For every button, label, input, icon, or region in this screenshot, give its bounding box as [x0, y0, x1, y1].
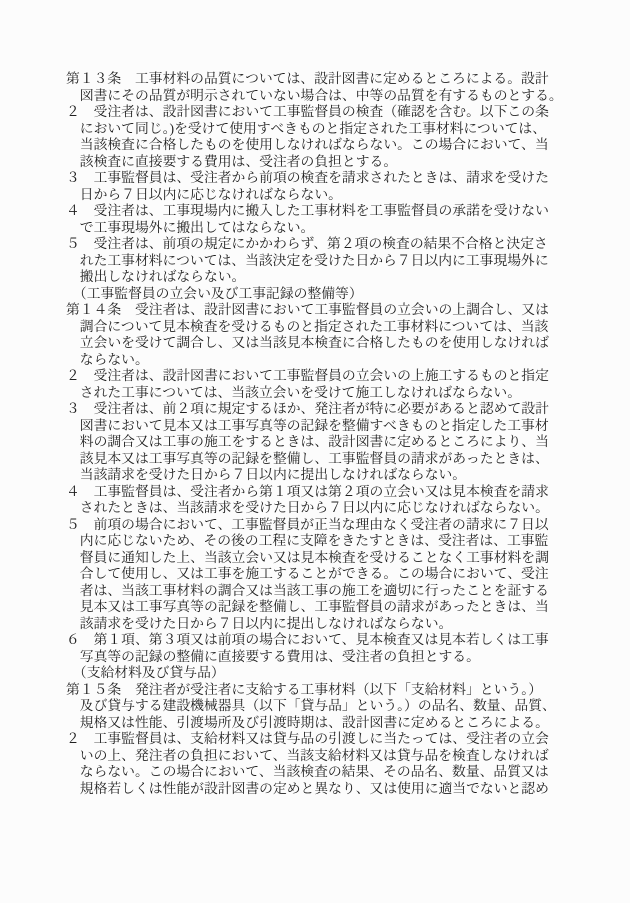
text-line: 当該請求を受けた日から７日以内に提出しなければならない。	[66, 467, 467, 482]
text-line: された工事については、当該立会いを受けて施工しなければならない。	[66, 384, 522, 400]
text-line: 該見本又は工事写真等の記録を整備し、工事監督員の請求があったときは、	[66, 450, 549, 466]
text-line: ４ 工事監督員は、受注者から第１項又は第２項の立会い又は見本検査を請求	[66, 483, 549, 499]
text-line: ならない。	[66, 351, 149, 367]
text-line: （工事監督員の立会い及び工事記録の整備等）	[66, 285, 363, 301]
text-line: 写真等の記録の整備に直接要する費用は、受注者の負担とする。	[66, 648, 480, 664]
text-line: 第１３条 工事材料の品質については、設計図書に定めるところによる。設計	[66, 71, 549, 86]
text-line: 督員に通知した上、当該立会い又は見本検査を受けることなく工事材料を調	[66, 549, 549, 565]
text-line: ５ 受注者は、前項の規定にかかわらず、第２項の検査の結果不合格と決定さ	[66, 236, 548, 251]
text-line: 該検査に直接要する費用は、受注者の負担とする。	[66, 153, 398, 169]
text-line: ならない。この場合において、当該検査の結果、その品名、数量、品質又は	[66, 764, 549, 779]
text-line: （支給材料及び貸与品）	[66, 665, 225, 680]
text-line: 合して使用し、又は工事を施工することができる。この場合において、受注	[66, 566, 549, 581]
document-text	[66, 71, 570, 797]
text-line: ５ 前項の場合において、工事監督員が正当な理由なく受注者の請求に７日以	[66, 516, 549, 532]
text-line: ３ 受注者は、前２項に規定するほか、発注者が特に必要があると認めて設計	[66, 401, 549, 416]
text-line: れた工事材料については、当該決定を受けた日から７日以内に工事現場外に	[66, 252, 549, 268]
text-line: されたときは、当該請求を受けた日から７日以内に応じなければならない。	[66, 500, 549, 515]
text-line: 第１５条 発注者が受注者に支給する工事材料（以下「支給材料」という。）	[66, 681, 542, 697]
text-line: 及び貸与する建設機械器具（以下「貸与品」という。）の品名、数量、品質、	[66, 698, 556, 713]
text-line: 該請求を受けた日から７日以内に提出しなければならない。	[66, 615, 453, 631]
text-line: ３ 工事監督員は、受注者から前項の検査を請求されたときは、請求を受けた	[66, 170, 549, 185]
text-line: ２ 受注者は、設計図書において工事監督員の立会いの上施工するものと指定	[66, 368, 549, 383]
text-line: 搬出しなければならない。	[66, 269, 246, 284]
text-line: 調合について見本検査を受けるものと指定された工事材料については、当該	[66, 318, 549, 334]
text-line: ６ 第１項、第３項又は前項の場合において、見本検査又は見本若しくは工事	[66, 632, 549, 647]
text-line: 立会いを受けて調合し、又は当該見本検査に合格したものを使用しなければ	[66, 335, 549, 350]
text-line: 図書において見本又は工事写真等の記録を整備すべきものと指定した工事材	[66, 417, 549, 433]
text-line: いの上、発注者の負担において、当該支給材料又は貸与品を検査しなければ	[66, 747, 549, 763]
text-line: 見本又は工事写真等の記録を整備し、工事監督員の請求があったときは、当	[66, 599, 549, 614]
text-line: 内に応じないため、その後の工程に支障をきたすときは、受注者は、工事監	[66, 533, 549, 548]
text-line: 図書にその品質が明示されていない場合は、中等の品質を有するものとする。	[66, 87, 563, 103]
text-line: 規格若しくは性能が設計図書の定めと異なり、又は使用に適当でないと認め	[66, 780, 549, 796]
text-line: ２ 工事監督員は、支給材料又は貸与品の引渡しに当たっては、受注者の立会	[66, 731, 549, 746]
text-line: 日から７日以内に応じなければならない。	[66, 186, 342, 202]
text-line: ４ 受注者は、工事現場内に搬入した工事材料を工事監督員の承諾を受けない	[66, 203, 549, 218]
text-line: 者は、当該工事材料の調合又は当該工事の施工を適切に行ったことを証する	[66, 582, 549, 598]
text-line: 第１４条 受注者は、設計図書において工事監督員の立会いの上調合し、又は	[66, 302, 549, 317]
text-line: 当該検査に合格したものを使用しなければならない。この場合において、当	[66, 137, 549, 152]
text-line: において同じ。)を受けて使用すべきものと指定された工事材料については、	[66, 120, 547, 136]
text-line: 規格又は性能、引渡場所及び引渡時期は、設計図書に定めるところによる。	[66, 714, 549, 730]
text-line: ２ 受注者は、設計図書において工事監督員の検査（確認を含む。以下この条	[66, 104, 549, 119]
text-line: 料の調合又は工事の施工をするときは、設計図書に定めるところにより、当	[66, 434, 549, 449]
text-line: で工事現場外に搬出してはならない。	[66, 219, 315, 235]
